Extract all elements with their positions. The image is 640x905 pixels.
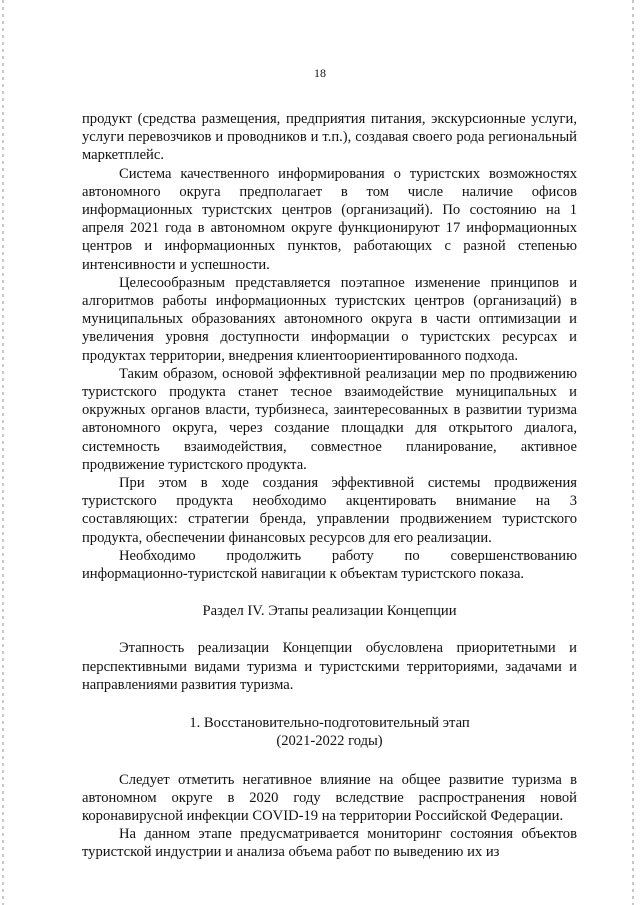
paragraph-monitoring: На данном этапе предусматривается мониторинг состояния объектов туристской индустрии и анализа объема работ по выведению их из bbox=[82, 826, 577, 861]
paragraph-continuation: продукт (средства размещения, предприятия питания, экскурсионные услуги, услуги перевозчиков и проводников и т.п.), создавая своего рода региональный маркетплейс. bbox=[82, 111, 577, 164]
stage-title bbox=[82, 714, 577, 750]
page-number: 18 bbox=[314, 66, 326, 80]
paragraph-navigation: Необходимо продолжить работу по совершенствованию информационно-туристской навигации к объектам туристского показа. bbox=[82, 547, 577, 583]
paragraph-interaction: Таким образом, основой эффективной реализации мер по продвижению туристского продукта станет тесное взаимодействие муниципальных и окружных органов власти, турбизнеса, заинтересованных в развитии туризма автономного округа, через создание площадки для открытого диалога, системность взаимодействия, совместное планирование, активное продвижение туристского продукта. bbox=[82, 365, 577, 473]
stage-title-line1: 1. Восстановительно-подготовительный этап bbox=[189, 715, 470, 732]
paragraph-section-intro: Этапность реализации Концепции обусловлена приоритетными и перспективными видами туризма и туристскими территориями, задачами и направлениями развития туризма. bbox=[82, 640, 577, 693]
scan-edge-right bbox=[632, 0, 634, 905]
stage-title-line2: (2021-2022 годы) bbox=[276, 733, 383, 750]
paragraph-promotion-system: При этом в ходе создания эффективной системы продвижения туристского продукта необходимо акцентировать внимание на 3 составляющих: стратегии бренда, управлении продвижением туристского продукта, обеспечении финансовых ресурсов для его реализации. bbox=[82, 475, 577, 546]
paragraph-phased-change: Целесообразным представляется поэтапное изменение принципов и алгоритмов работы информационных туристских центров (организаций) в муниципальных образованиях автономного округа в части оптимизации и увеличения уровня доступности информации о туристских ресурсах и продуктах территории, внедрения клиентоориентированного подхода. bbox=[82, 274, 577, 364]
section-title: Раздел IV. Этапы реализации Концепции bbox=[202, 603, 457, 620]
document-body bbox=[82, 110, 577, 862]
scan-edge-left bbox=[2, 0, 4, 905]
paragraph-information-system: Система качественного информирования о туристских возможностях автономного округа предполагает в том числе наличие офисов информационных туристских центров (организаций). По состоянию на 1 апреля 2021 года в автономном округе функционируют 17 информационных центров и информационных пунктов, работающих с разной степенью интенсивности и успешности. bbox=[82, 165, 577, 273]
paragraph-covid-impact: Следует отметить негативное влияние на общее развитие туризма в автономном округе в 2020 году вследствие распространения новой коронавирусной инфекции COVID-19 на территории Российской Федерации. bbox=[82, 771, 577, 824]
